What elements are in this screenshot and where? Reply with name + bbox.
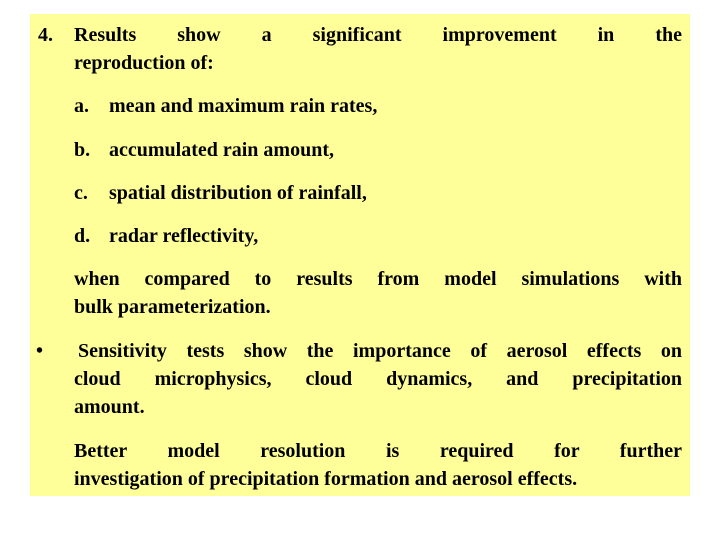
final-line2: investigation of precipitation formation and aerosol effects. — [74, 468, 578, 490]
subitem-d-text: radar reflectivity, — [109, 225, 259, 247]
subitem-c-text: spatial distribution of rainfall, — [109, 182, 367, 204]
subitem-a-text: mean and maximum rain rates, — [109, 95, 378, 117]
comparison-line1: when compared to results from model simulations with — [74, 268, 682, 290]
item4-line2: reproduction of: — [74, 52, 214, 74]
bullet-line1: Sensitivity tests show the importance of aerosol effects on — [78, 340, 682, 362]
subitem-a-marker: a. — [74, 95, 89, 117]
final-line1: Better model resolution is required for further — [74, 440, 682, 462]
bullet-line2: cloud microphysics, cloud dynamics, and precipitation — [74, 368, 682, 390]
subitem-c-marker: c. — [74, 182, 88, 204]
subitem-d-marker: d. — [74, 225, 91, 247]
text-panel — [30, 14, 690, 496]
item4-line1: Results show a significant improvement in the — [74, 24, 682, 46]
bullet-icon: • — [36, 340, 44, 362]
bullet-line3: amount. — [74, 396, 145, 418]
subitem-b-text: accumulated rain amount, — [109, 139, 334, 161]
comparison-line2: bulk parameterization. — [74, 296, 271, 318]
item-number: 4. — [38, 24, 53, 46]
subitem-b-marker: b. — [74, 139, 91, 161]
